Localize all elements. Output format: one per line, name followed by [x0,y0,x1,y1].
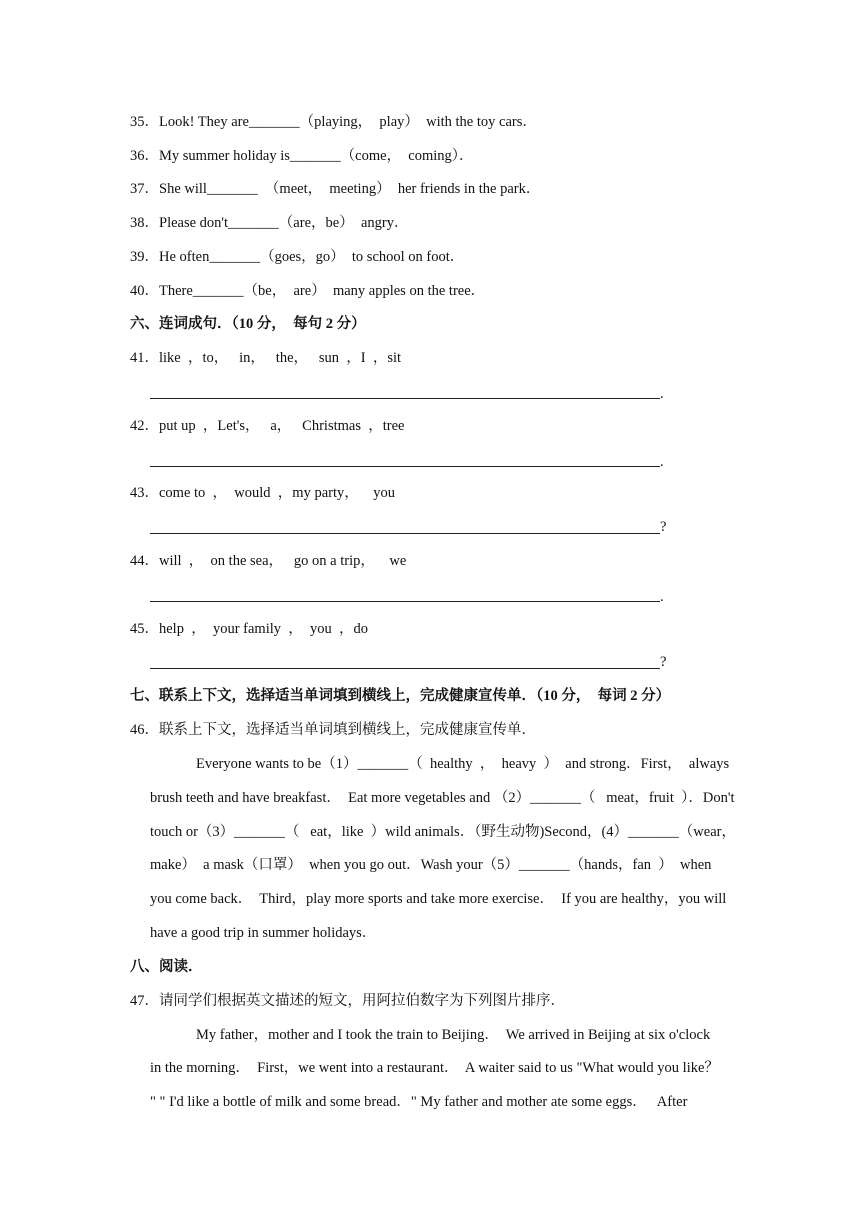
answer-end-43: ? [660,519,667,535]
answer-line-43 [150,533,660,534]
question-40: 40．There_______（be， are） many apples on the tree． [130,283,486,299]
answer-end-42: . [660,454,664,470]
answer-line-44 [150,601,660,602]
q46-passage-line: touch or（3）_______（ eat，like ）wild animals．（野生动物)Second，(4）_______（wear， [150,824,736,840]
q46-passage-line: have a good trip in summer holidays． [150,925,377,941]
q46-passage-line: make） a mask（口罩） when you go out．Wash your（5）_______（hands，fan ） when [150,857,712,873]
question-37: 37．She will_______ （meet， meeting） her friends in the park． [130,181,541,197]
question-47-prompt: 47．请同学们根据英文描述的短文，用阿拉伯数字为下列图片排序． [130,993,565,1009]
answer-end-41: . [660,386,664,402]
question-41: 41．like ，to， in， the， sun ，I ，sit [130,350,402,366]
section-7-title: 七、联系上下文，选择适当单词填到横线上，完成健康宣传单．（10 分， 每词 2 分） [130,688,671,704]
section-8-title: 八、阅读． [130,959,203,975]
question-46-prompt: 46．联系上下文，选择适当单词填到横线上，完成健康宣传单． [130,722,536,738]
q46-passage-line: Everyone wants to be（1）_______（ healthy ， heavy ） and strong．First， always [196,756,730,772]
question-35: 35．Look! They are_______（playing， play） with the toy cars． [130,114,537,130]
question-45: 45．help ， your family ， you ，do [130,621,369,637]
q47-passage-line: " " I'd like a bottle of milk and some bread．" My father and mother ate some eggs． After [150,1094,688,1110]
answer-end-45: ? [660,654,667,670]
question-36: 36．My summer holiday is_______（come， coming）． [130,148,474,164]
q46-passage-line: you come back． Third，play more sports and take more exercise． If you are healthy，you will [150,891,727,907]
answer-line-42 [150,466,660,467]
q46-passage-line: brush teeth and have breakfast． Eat more vegetables and （2）_______（ meat，fruit ）．Don't [150,790,735,806]
question-39: 39．He often_______（goes，go） to school on foot． [130,249,465,265]
section-6-title: 六、连词成句．（10 分， 每句 2 分） [130,316,366,332]
answer-end-44: . [660,589,664,605]
question-38: 38．Please don't_______（are，be） angry． [130,215,409,231]
question-43: 43．come to ， would ，my party， you [130,485,395,501]
q47-passage-line: My father，mother and I took the train to Beijing． We arrived in Beijing at six o'clock [196,1027,711,1043]
question-42: 42．put up ，Let's， a， Christmas ，tree [130,418,405,434]
answer-line-45 [150,668,660,669]
question-44: 44．will ， on the sea， go on a trip， we [130,553,407,569]
answer-line-41 [150,398,660,399]
q47-passage-line: in the morning． First，we went into a restaurant． A waiter said to us "What would you like？ [150,1060,719,1076]
